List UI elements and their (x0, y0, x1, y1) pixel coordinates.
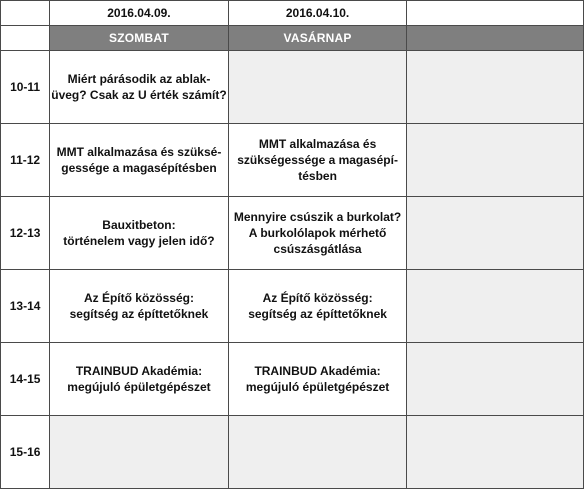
session-saturday: Miért párásodik az ablak- üveg? Csak az U érték számít? (50, 51, 229, 124)
date-saturday: 2016.04.09. (50, 1, 229, 26)
day-saturday: SZOMBAT (50, 26, 229, 51)
time-slot: 13-14 (1, 270, 50, 343)
session-extra (407, 51, 584, 124)
session-saturday: TRAINBUD Akadémia: megújuló épületgépészet (50, 343, 229, 416)
session-saturday: Bauxitbeton: történelem vagy jelen idő? (50, 197, 229, 270)
session-sunday: TRAINBUD Akadémia: megújuló épületgépészet (228, 343, 407, 416)
session-sunday: MMT alkalmazása és szükségessége a magasépí- tésben (228, 124, 407, 197)
time-slot: 14-15 (1, 343, 50, 416)
table-row (1, 270, 584, 343)
time-slot: 12-13 (1, 197, 50, 270)
time-slot: 11-12 (1, 124, 50, 197)
corner-cell (1, 1, 50, 26)
table-row (1, 124, 584, 197)
session-extra (407, 124, 584, 197)
session-sunday: Mennyire csúszik a burkolat? A burkolólapok mérhető csúszásgátlása (228, 197, 407, 270)
table-row (1, 416, 584, 489)
session-saturday: Az Építő közösség: segítség az építtetőknek (50, 270, 229, 343)
date-sunday: 2016.04.10. (228, 1, 407, 26)
session-sunday: Az Építő közösség: segítség az építtetőknek (228, 270, 407, 343)
session-extra (407, 343, 584, 416)
corner-cell-2 (1, 26, 50, 51)
day-extra (407, 26, 584, 51)
session-extra (407, 416, 584, 489)
table-row (1, 51, 584, 124)
session-saturday (50, 416, 229, 489)
session-extra (407, 270, 584, 343)
session-sunday (228, 416, 407, 489)
day-sunday: VASÁRNAP (228, 26, 407, 51)
session-sunday (228, 51, 407, 124)
table-row (1, 343, 584, 416)
date-header-row (1, 1, 584, 26)
time-slot: 15-16 (1, 416, 50, 489)
time-slot: 10-11 (1, 51, 50, 124)
session-extra (407, 197, 584, 270)
day-header-row (1, 26, 584, 51)
date-extra (407, 1, 584, 26)
table-row (1, 197, 584, 270)
session-saturday: MMT alkalmazása és szüksé- gessége a magasépítésben (50, 124, 229, 197)
